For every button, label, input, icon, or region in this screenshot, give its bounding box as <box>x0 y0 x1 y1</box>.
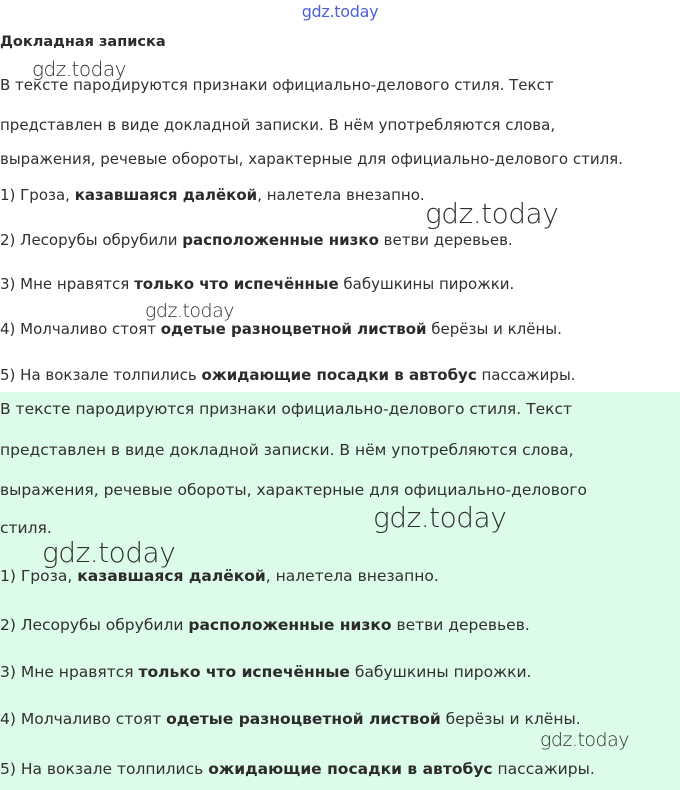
item-text: 4) Молчаливо стоят <box>0 320 161 338</box>
item-text: 2) Лесорубы обрубили <box>0 616 189 634</box>
watermark: gdz.today <box>540 729 629 751</box>
item-highlight: только что испечённые <box>134 275 339 293</box>
item-text: , налетела внезапно. <box>265 567 439 585</box>
list-item <box>0 663 531 681</box>
intro-line-3: выражения, речевые обороты, характерные для официально-делового стиля. <box>0 150 623 168</box>
item-text: пассажиры. <box>492 760 595 778</box>
intro-line-2: представлен в виде докладной записки. В нём употребляются слова, <box>0 116 556 134</box>
item-text: берёзы и клёны. <box>440 710 581 728</box>
list-item <box>0 231 513 249</box>
item-text: 1) Гроза, <box>0 567 78 585</box>
watermark: gdz.today <box>42 536 176 569</box>
list-item <box>0 616 530 634</box>
item-text: ветви деревьев. <box>378 231 513 249</box>
answer-intro-line-1: В тексте пародируются признаки официально-делового стиля. Текст <box>0 400 573 418</box>
item-highlight: расположенные низко <box>188 616 392 634</box>
item-text: 1) Гроза, <box>0 186 75 204</box>
item-text: ветви деревьев. <box>391 616 530 634</box>
list-item <box>0 710 581 728</box>
item-highlight: казавшаяся далёкой <box>74 186 258 204</box>
item-text: 3) Мне нравятся <box>0 663 139 681</box>
list-item <box>0 567 439 585</box>
item-highlight: расположенные низко <box>182 231 379 249</box>
item-text: бабушкины пирожки. <box>349 663 532 681</box>
item-text: 4) Молчаливо стоят <box>0 710 167 728</box>
item-highlight: ожидающие посадки в автобус <box>201 366 477 384</box>
answer-intro-line-4: стиля. <box>0 519 52 537</box>
list-item <box>0 186 425 204</box>
item-text: , налетела внезапно. <box>257 186 425 204</box>
item-highlight: одетые разноцветной листвой <box>166 710 441 728</box>
item-text: 5) На вокзале толпились <box>0 760 209 778</box>
item-highlight: только что испечённые <box>138 663 350 681</box>
list-item <box>0 320 562 338</box>
top-watermark: gdz.today <box>301 2 379 21</box>
answer-intro-line-2: представлен в виде докладной записки. В нём употребляются слова, <box>0 441 574 459</box>
watermark: gdz.today <box>145 300 234 322</box>
intro-line-1: В тексте пародируются признаки официально-делового стиля. Текст <box>0 76 554 94</box>
item-text: 5) На вокзале толпились <box>0 366 202 384</box>
item-text: бабушкины пирожки. <box>338 275 515 293</box>
item-highlight: одетые разноцветной листвой <box>160 320 427 338</box>
list-item <box>0 760 595 778</box>
watermark: gdz.today <box>373 501 507 534</box>
document-title: Докладная записка <box>0 34 166 50</box>
item-text: берёзы и клёны. <box>426 320 562 338</box>
list-item <box>0 366 576 384</box>
item-text: пассажиры. <box>476 366 576 384</box>
item-text: 2) Лесорубы обрубили <box>0 231 183 249</box>
watermark: gdz.today <box>32 57 126 81</box>
list-item <box>0 275 514 293</box>
watermark: gdz.today <box>425 197 559 230</box>
item-highlight: казавшаяся далёкой <box>77 567 266 585</box>
answer-intro-line-3: выражения, речевые обороты, характерные для официально-делового <box>0 481 588 499</box>
item-highlight: ожидающие посадки в автобус <box>208 760 493 778</box>
item-text: 3) Мне нравятся <box>0 275 135 293</box>
